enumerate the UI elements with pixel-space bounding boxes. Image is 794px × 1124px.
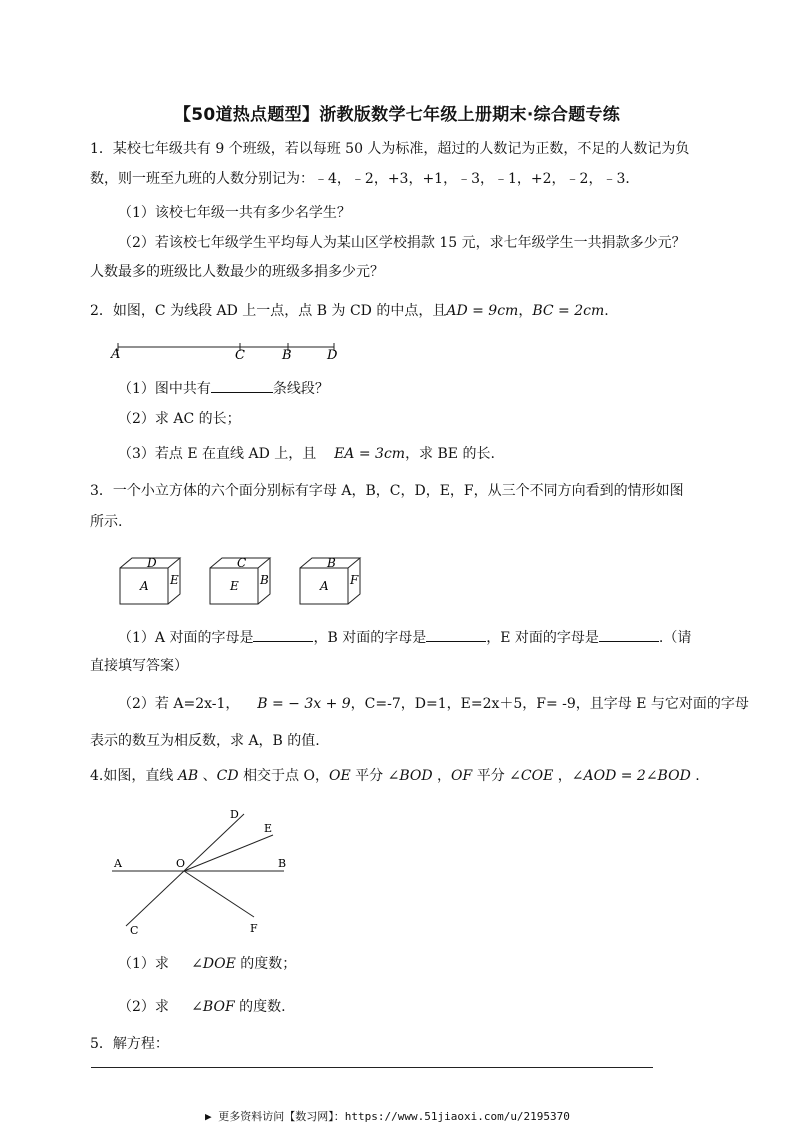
page-title: 【50道热点题型】浙教版数学七年级上册期末·综合题专练 bbox=[173, 105, 621, 125]
q4-sub1 bbox=[118, 955, 296, 973]
cube-1 bbox=[120, 556, 180, 604]
cube-3 bbox=[300, 556, 360, 604]
q2-sub3-text-b: ，求 BE 的长. bbox=[405, 446, 495, 462]
q2-stem-end: . bbox=[604, 303, 609, 319]
ray-oe bbox=[184, 835, 273, 871]
ray-of bbox=[184, 871, 254, 917]
q3-sub1-text-c: ，E 对面的字母是 bbox=[486, 630, 599, 646]
q3-sub1-line2: 直接填写答案） bbox=[90, 658, 188, 674]
q4-math-ab: AB bbox=[177, 768, 199, 784]
q2-segment-figure bbox=[108, 338, 348, 368]
cube-2-top-label: C bbox=[237, 556, 247, 570]
cube-1-front-label: A bbox=[140, 579, 149, 593]
q2-stem bbox=[90, 302, 609, 320]
q2-math-ea: EA = 3cm bbox=[334, 446, 406, 462]
q4-sub1-text-a: （1）求 bbox=[118, 956, 169, 972]
q3-sub2-line2: 表示的数互为相反数，求 A，B 的值. bbox=[90, 733, 320, 749]
q4-sub2-text-a: （2）求 bbox=[118, 999, 169, 1015]
q4-stem-d: 平分 bbox=[355, 768, 384, 784]
q4-stem-g: ， bbox=[557, 768, 572, 784]
cube-2 bbox=[210, 556, 270, 604]
q2-sub2: （2）求 AC 的长； bbox=[118, 411, 241, 427]
q2-sub3 bbox=[118, 445, 495, 463]
q3-sub1-text-a: （1）A 对面的字母是 bbox=[118, 630, 254, 646]
label-d: D bbox=[230, 808, 239, 821]
point-label-a: A bbox=[111, 347, 121, 362]
q1-sub2b: 人数最多的班级比人数最少的班级多捐多少元？ bbox=[90, 264, 384, 280]
point-label-b: B bbox=[282, 348, 292, 363]
q4-sub2-text-b: 的度数. bbox=[239, 999, 286, 1015]
q4-stem bbox=[90, 767, 700, 785]
label-b: B bbox=[278, 857, 287, 870]
q1-sub1: （1）该校七年级一共有多少名学生？ bbox=[118, 205, 351, 221]
label-o: O bbox=[176, 857, 186, 870]
cube-3-top-label: B bbox=[327, 556, 336, 570]
q4-math-bof: ∠BOF bbox=[191, 999, 235, 1015]
q1-sub2: （2）若该校七年级学生平均每人为某山区学校捐款 15 元，求七年级学生一共捐款多少元？ bbox=[118, 235, 686, 251]
label-e: E bbox=[264, 822, 273, 835]
label-a: A bbox=[114, 857, 122, 870]
q3-sub2 bbox=[118, 695, 749, 713]
label-f: F bbox=[250, 922, 258, 935]
q4-sub1-text-b: 的度数； bbox=[240, 956, 297, 972]
q2-answer-blank[interactable] bbox=[211, 378, 273, 393]
q4-math-cd: CD bbox=[216, 768, 239, 784]
q4-stem-b: 、 bbox=[202, 768, 217, 784]
q3-answer-blank-b[interactable] bbox=[426, 627, 486, 642]
q4-math-coe: ∠COE bbox=[509, 768, 554, 784]
q2-math-bc: BC = 2cm bbox=[532, 303, 605, 319]
q3-sub1-text-b: ，B 对面的字母是 bbox=[313, 630, 427, 646]
q3-line2: 所示. bbox=[90, 514, 123, 530]
cube-1-top-label: D bbox=[147, 556, 157, 570]
q4-stem-f: 平分 bbox=[476, 768, 505, 784]
q3-answer-blank-e[interactable] bbox=[599, 627, 659, 642]
q2-sub1-text-b: 条线段？ bbox=[272, 381, 329, 397]
cube-3-side-label: F bbox=[350, 573, 359, 587]
cube-2-side-label: B bbox=[260, 573, 269, 587]
cube-2-front-label: E bbox=[230, 579, 239, 593]
flag-icon: ▶ bbox=[205, 1110, 212, 1123]
q3-line1: 3．一个小立方体的六个面分别标有字母 A，B，C，D，E，F，从三个不同方向看到的情形如图 bbox=[90, 483, 684, 499]
q4-angle-figure bbox=[108, 800, 308, 940]
q2-stem-text: 2．如图，C 为线段 AD 上一点，点 B 为 CD 的中点，且 bbox=[90, 303, 447, 319]
q4-math-aod: ∠AOD = 2∠BOD bbox=[571, 768, 691, 784]
q4-stem-e: ， bbox=[437, 768, 452, 784]
point-label-d: D bbox=[327, 348, 338, 363]
q2-stem-sep: ， bbox=[518, 303, 533, 319]
q2-sub1 bbox=[118, 378, 329, 398]
q3-sub2-text-b: ，C=-7，D=1，E=2x＋5，F= -9，且字母 E 与它对面的字母 bbox=[350, 696, 749, 712]
q4-stem-h: . bbox=[695, 768, 700, 784]
q1-line1: 1．某校七年级共有 9 个班级，若以每班 50 人为标准，超过的人数记为正数，不足的人数记为负 bbox=[90, 141, 690, 157]
q4-math-oe: OE bbox=[329, 768, 351, 784]
q3-answer-blank-a[interactable] bbox=[253, 627, 313, 642]
q3-sub1 bbox=[118, 627, 691, 647]
q3-sub1-text-d: .（请 bbox=[658, 630, 692, 646]
q5-stem: 5．解方程： bbox=[90, 1036, 169, 1052]
q2-sub3-text-a: （3）若点 E 在直线 AD 上，且 bbox=[118, 446, 317, 462]
cube-1-side-label: E bbox=[170, 573, 179, 587]
line-cd bbox=[126, 814, 244, 926]
q4-math-of: OF bbox=[451, 768, 473, 784]
q1-line2: 数，则一班至九班的人数分别记为：﹣4，﹣2，+3，+1，﹣3，﹣1，+2，﹣2，﹣3． bbox=[90, 171, 640, 187]
q4-math-bod: ∠BOD bbox=[387, 768, 433, 784]
q3-sub2-text-a: （2）若 A=2x-1， bbox=[118, 696, 240, 712]
footer-divider bbox=[91, 1067, 653, 1068]
footer bbox=[205, 1108, 570, 1124]
q3-cube-figure bbox=[116, 552, 376, 608]
q3-math-b: B = − 3x + 9 bbox=[257, 696, 351, 712]
q4-math-doe: ∠DOE bbox=[191, 956, 236, 972]
footer-link[interactable]: 更多资料访问【数习网】：https://www.51jiaoxi.com/u/2195370 bbox=[218, 1110, 570, 1123]
point-label-c: C bbox=[235, 348, 245, 363]
q2-sub1-text-a: （1）图中共有 bbox=[118, 381, 211, 397]
q4-sub2 bbox=[118, 998, 286, 1016]
q4-stem-a: 4.如图，直线 bbox=[90, 768, 174, 784]
q4-stem-c: 相交于点 O， bbox=[243, 768, 329, 784]
label-c: C bbox=[130, 924, 139, 937]
q2-math-ad: AD = 9cm bbox=[446, 303, 519, 319]
cube-3-front-label: A bbox=[320, 579, 329, 593]
